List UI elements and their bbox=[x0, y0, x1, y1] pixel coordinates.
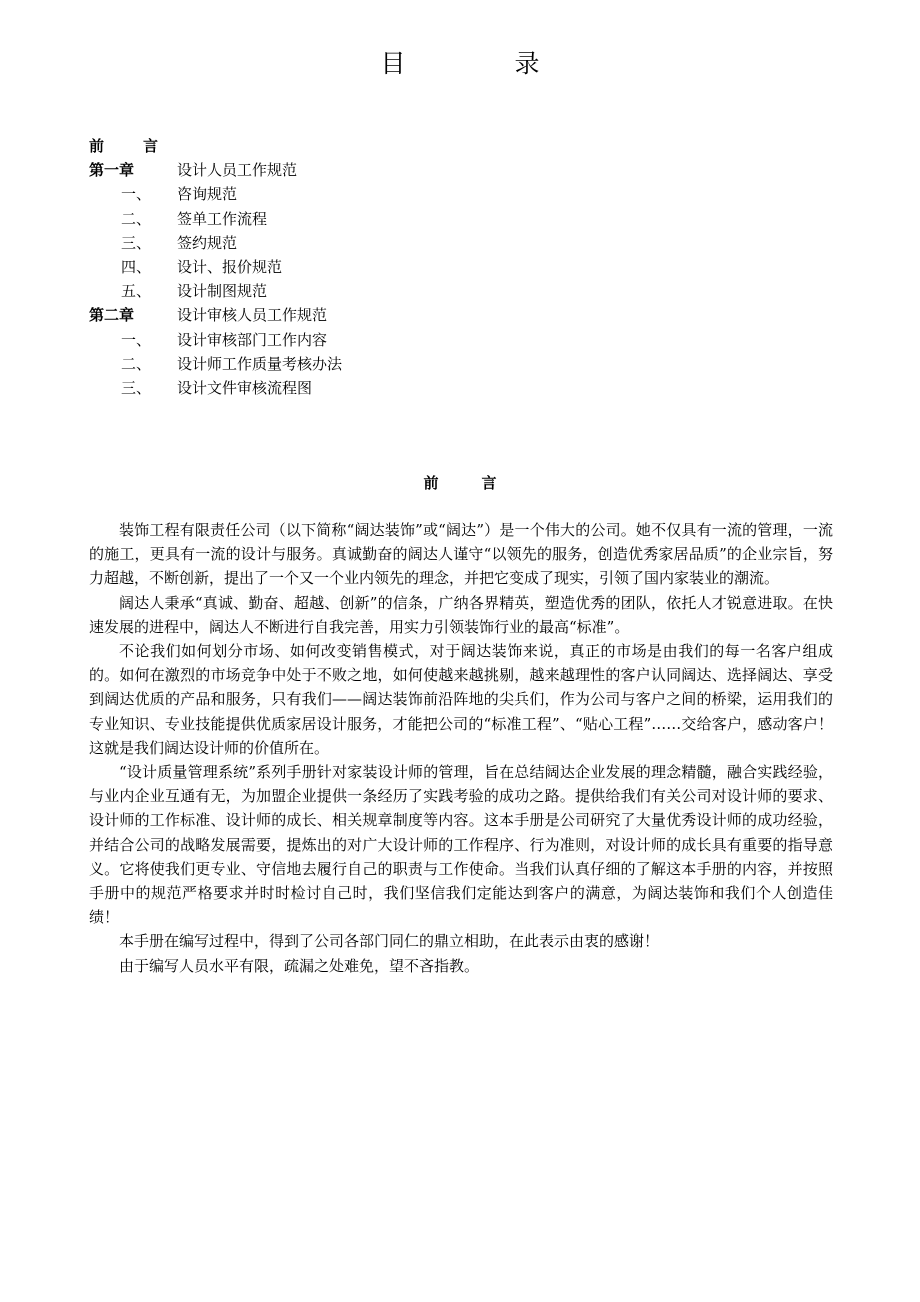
preface-heading: 前 言 bbox=[423, 474, 511, 492]
toc-number: 四、 bbox=[121, 257, 152, 276]
toc-section[interactable] bbox=[89, 328, 689, 352]
toc-number: 第一章 bbox=[89, 161, 135, 180]
toc-title: 设计、报价规范 bbox=[177, 257, 283, 276]
toc-number: 二、 bbox=[121, 209, 152, 228]
toc-title: 设计人员工作规范 bbox=[177, 161, 298, 180]
toc-title: 设计审核部门工作内容 bbox=[177, 330, 328, 349]
toc-number: 一、 bbox=[121, 185, 152, 204]
toc-preface[interactable] bbox=[89, 134, 689, 158]
toc-title: 签单工作流程 bbox=[177, 209, 268, 228]
toc-section[interactable] bbox=[89, 231, 689, 255]
toc-section[interactable] bbox=[89, 255, 689, 279]
paragraph: 装饰工程有限责任公司（以下简称“阔达装饰”或“阔达”）是一个伟大的公司。她不仅具有一流的管理，一流的施工，更具有一流的设计与服务。真诚勤奋的阔达人谨守“以领先的服务，创造优秀家居品质”的企业宗旨，努力超越，不断创新，提出了一个又一个业内领先的理念，并把它变成了现实，引领了国内家装业的潮流。 bbox=[89, 521, 833, 588]
toc-section[interactable] bbox=[89, 279, 689, 303]
toc-number: 二、 bbox=[121, 354, 152, 373]
paragraph: 不论我们如何划分市场、如何改变销售模式，对于阔达装饰来说，真正的市场是由我们的每一名客户组成的。如何在激烈的市场竞争中处于不败之地，如何使越来越挑剔，越来越理性的客户认同阔达、选择阔达、享受到阔达优质的产品和服务，只有我们——阔达装饰前沿阵地的尖兵们，作为公司与客户之间的桥梁，运用我们的专业知识、专业技能提供优质家居设计服务，才能把公司的“标准工程”、“贴心工程”……交给客户，感动客户！这就是我们阔达设计师的价值所在。 bbox=[89, 642, 833, 757]
toc-number: 五、 bbox=[121, 282, 152, 301]
toc-title: 设计审核人员工作规范 bbox=[177, 306, 328, 325]
toc-title: 签约规范 bbox=[177, 233, 238, 252]
paragraph: 由于编写人员水平有限，疏漏之处难免，望不吝指教。 bbox=[119, 956, 480, 975]
toc-chapter[interactable] bbox=[89, 303, 689, 327]
toc-number: 第二章 bbox=[89, 306, 135, 325]
paragraph: 阔达人秉承“真诚、勤奋、超越、创新”的信条，广纳各界精英，塑造优秀的团队，依托人才锐意进取。在快速发展的进程中，阔达人不断进行自我完善，用实力引领装饰行业的最高“标准”。 bbox=[89, 593, 833, 636]
table-of-contents bbox=[89, 134, 689, 400]
toc-title: 设计制图规范 bbox=[177, 282, 268, 301]
paragraph: “设计质量管理系统”系列手册针对家装设计师的管理，旨在总结阔达企业发展的理念精髓，融合实践经验，与业内企业互通有无，为加盟企业提供一条经历了实践考验的成功之路。提供给我们有关公司对设计师的要求、设计师的工作标准、设计师的成长、相关规章制度等内容。这本手册是公司研究了大量优秀设计师的成功经验，并结合公司的战略发展需要，提炼出的对广大设计师的工作程序、行为准则，对设计师的成长具有重要的指导意义。它将使我们更专业、守信地去履行自己的职责与工作使命。当我们认真仔细的了解这本手册的内容，并按照手册中的规范严格要求并时时检讨自己时，我们坚信我们定能达到客户的满意，为阔达装饰和我们个人创造佳绩！ bbox=[89, 763, 833, 927]
toc-title: 设计文件审核流程图 bbox=[177, 378, 313, 397]
toc-section[interactable] bbox=[89, 207, 689, 231]
toc-title: 设计师工作质量考核办法 bbox=[177, 354, 343, 373]
paragraph: 本手册在编写过程中，得到了公司各部门同仁的鼎立相助，在此表示由衷的感谢！ bbox=[119, 932, 660, 951]
toc-chapter[interactable] bbox=[89, 158, 689, 182]
toc-number: 一、 bbox=[121, 330, 152, 349]
toc-number: 三、 bbox=[121, 233, 152, 252]
page-title: 目 录 bbox=[380, 49, 582, 78]
toc-section[interactable] bbox=[89, 182, 689, 206]
toc-number: 三、 bbox=[121, 378, 152, 397]
toc-section[interactable] bbox=[89, 376, 689, 400]
toc-title: 咨询规范 bbox=[177, 185, 238, 204]
toc-section[interactable] bbox=[89, 352, 689, 376]
toc-preface-label: 前 言 bbox=[89, 137, 171, 155]
preface-body bbox=[89, 518, 833, 978]
